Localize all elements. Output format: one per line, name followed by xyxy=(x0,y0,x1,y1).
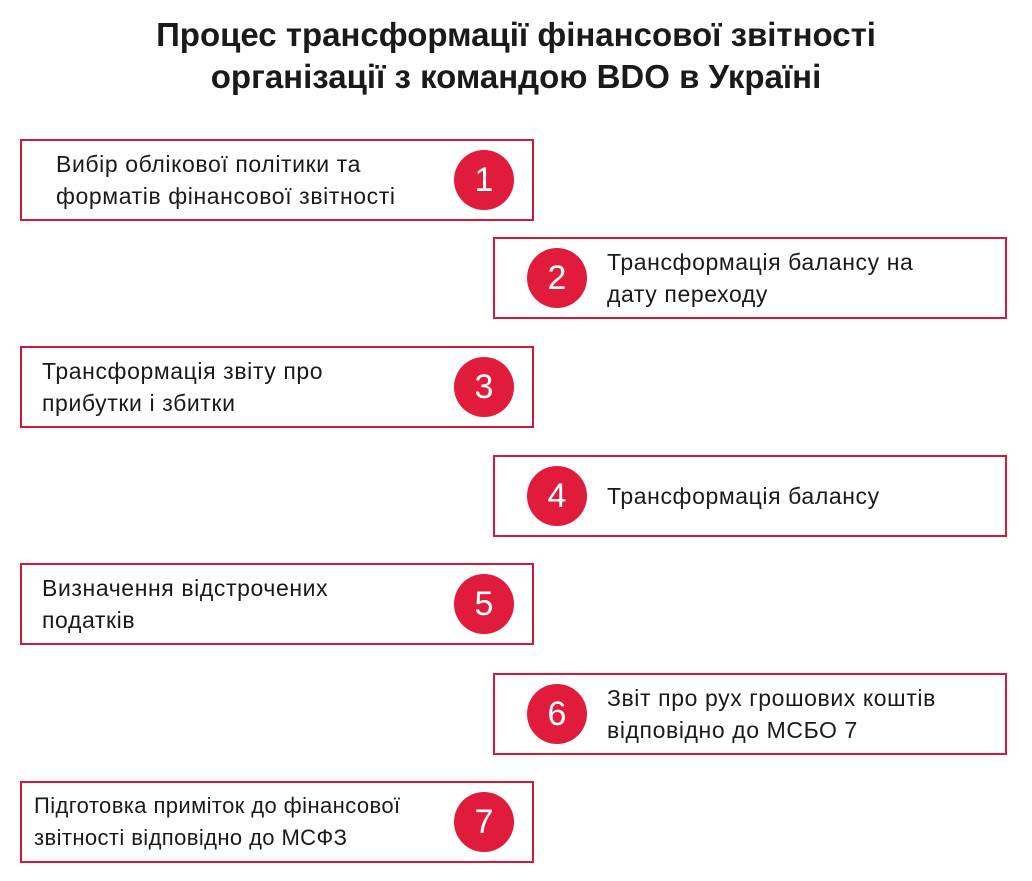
step-2-number-badge: 2 xyxy=(527,248,587,308)
step-1-box xyxy=(20,139,534,221)
step-7-number-badge: 7 xyxy=(454,792,514,852)
step-3-box xyxy=(20,346,534,428)
step-4-line-1: Трансформація балансу xyxy=(607,483,880,509)
step-7-box xyxy=(20,781,534,863)
step-4-text xyxy=(607,480,997,512)
step-3-number-badge: 3 xyxy=(454,357,514,417)
step-5-line-2: податків xyxy=(42,607,136,633)
step-3-line-2: прибутки і збитки xyxy=(42,390,236,416)
step-6-text xyxy=(607,682,997,746)
step-6-line-1: Звіт про рух грошових коштів xyxy=(607,685,936,711)
step-4-number-badge: 4 xyxy=(527,466,587,526)
step-5-number-badge: 5 xyxy=(454,574,514,634)
step-4-box xyxy=(493,455,1007,537)
step-7-text xyxy=(34,790,464,854)
step-2-text xyxy=(607,246,997,310)
step-2-line-2: дату переходу xyxy=(607,281,768,307)
step-1-line-2: форматів фінансової звітності xyxy=(56,183,396,209)
step-5-line-1: Визначення відстрочених xyxy=(42,575,329,601)
step-6-line-2: відповідно до МСБО 7 xyxy=(607,717,858,743)
title-line-1: Процес трансформації фінансової звітності xyxy=(156,16,876,53)
step-6-box xyxy=(493,673,1007,755)
step-5-text xyxy=(42,572,452,636)
step-1-text xyxy=(56,148,466,212)
step-3-text xyxy=(42,355,452,419)
step-1-number-badge: 1 xyxy=(454,150,514,210)
step-3-line-1: Трансформація звіту про xyxy=(42,358,324,384)
step-2-box xyxy=(493,237,1007,319)
step-5-box xyxy=(20,563,534,645)
step-7-line-1: Підготовка приміток до фінансової xyxy=(34,793,401,818)
title-line-2: організації з командою BDO в Україні xyxy=(210,58,822,95)
step-6-number-badge: 6 xyxy=(527,684,587,744)
diagram-title xyxy=(0,14,1032,98)
step-2-line-1: Трансформація балансу на xyxy=(607,249,914,275)
step-1-line-1: Вибір облікової політики та xyxy=(56,151,361,177)
step-7-line-2: звітності відповідно до МСФЗ xyxy=(34,825,348,850)
